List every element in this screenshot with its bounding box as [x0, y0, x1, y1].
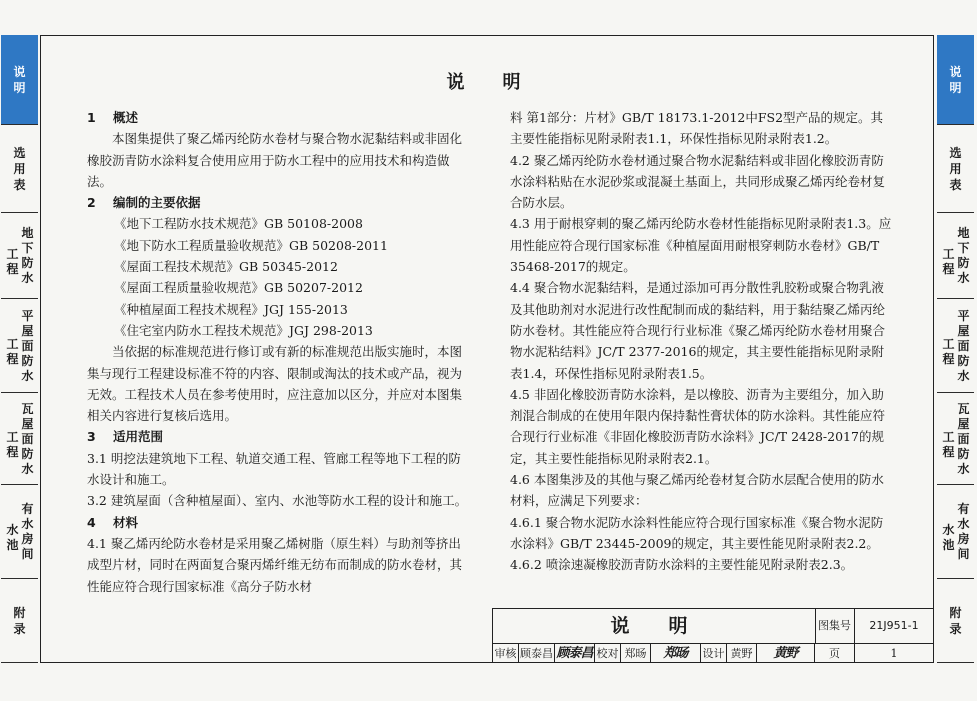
tab-label: 工 程 [942, 247, 955, 276]
tab-label: 平 屋 面 防 水 [957, 309, 970, 383]
tab-tile-roof-waterproofing[interactable] [937, 393, 974, 485]
checker-signature: 郑旸 [651, 644, 701, 663]
tab-label: 选 用 表 [13, 146, 26, 192]
tab-label: 说 明 [13, 65, 26, 95]
paragraph: 4.6 本图集涉及的其他与聚乙烯丙纶卷材复合防水层配合使用的防水材料，应满足下列要求： [510, 472, 884, 509]
check-label: 校对 [595, 644, 621, 663]
paragraph: 4.6.1 聚合物水泥防水涂料性能应符合现行国家标准《聚合物水泥防水涂料》GB/T 23445-2009的规定，其主要性能见附录附表2.2。 [510, 514, 884, 551]
title-block-title: 说 明 [493, 609, 816, 643]
tab-label: 工 程 [6, 337, 19, 366]
page-label: 页 [815, 644, 855, 663]
title-block-header-row [493, 609, 933, 644]
design-label: 设计 [701, 644, 727, 663]
tab-label: 工 程 [942, 430, 955, 459]
paragraph: 料 第1部分：片材》GB/T 18173.1-2012中FS2型产品的规定。其主要性能指标见附录附表1.1，环保性指标见附录附表1.2。 [510, 110, 884, 147]
paragraph: 4.1 聚乙烯丙纶防水卷材是采用聚乙烯树脂（原生料）与助剂等挤出成型片材，同时在两面复合聚丙烯纤维无纺布而制成的防水卷材，其性能应符合现行国家标准《高分子防水材 [87, 535, 463, 594]
tab-label: 水 池 [6, 523, 19, 552]
designer-name: 黄野 [727, 644, 757, 663]
tab-label: 瓦 屋 面 防 水 [957, 402, 970, 476]
paragraph: 本图集提供了聚乙烯丙纶防水卷材与聚合物水泥黏结料或非固化橡胶沥青防水涂料复合使用应用于防水工程中的应用技术和构造做法。 [87, 131, 463, 189]
tab-wet-room-pool[interactable] [937, 485, 974, 579]
tab-label: 工 程 [6, 247, 19, 276]
tab-underground-waterproofing[interactable] [937, 213, 974, 299]
tab-flat-roof-waterproofing[interactable] [937, 299, 974, 393]
tab-label: 说 明 [949, 65, 962, 95]
tab-wet-room-pool[interactable] [1, 485, 38, 579]
paragraph: 4.4 聚合物水泥黏结料，是通过添加可再分散性乳胶粉或聚合物乳液及其他助剂对水泥进行改性配制而成的黏结料，用于黏结聚乙烯丙纶防水卷材。其性能应符合现行行业标准《聚乙烯丙纶防水卷材用聚合物水泥粘结料》JC/T 2377-2016的规定，其主要性能指标见附录附表1.4，环保性指标见附录附表1.5。 [510, 280, 886, 381]
section-heading: 1 概述 [87, 110, 139, 125]
tab-label: 瓦 屋 面 防 水 [21, 402, 34, 476]
paragraph: 当依据的标准规范进行修订或有新的标准规范出版实施时，本图集与现行工程建设标准不符的内容、限制或淘汰的技术或产品，视为无效。工程技术人员在参考使用时，应注意加以区分，并应对本图集相关内容进行复核后选用。 [87, 344, 463, 424]
section-heading: 3 适用范围 [87, 429, 164, 445]
paragraph: 4.3 用于耐根穿刺的聚乙烯丙纶防水卷材性能指标见附录附表1.3。应用性能应符合现行国家标准《种植屋面用耐根穿刺防水卷材》GB/T 35468-2017的规定。 [510, 216, 892, 275]
designer-signature: 黄野 [757, 644, 815, 663]
tab-appendix[interactable] [937, 579, 974, 663]
right-text-column [510, 107, 892, 576]
checker-name: 郑旸 [621, 644, 651, 663]
atlas-number-label: 图集号 [815, 609, 855, 643]
tab-label: 附 录 [949, 606, 962, 636]
tab-tile-roof-waterproofing[interactable] [1, 393, 38, 485]
tab-label: 附 录 [13, 606, 26, 636]
right-section-tabs [937, 35, 974, 663]
tab-label: 工 程 [6, 430, 19, 459]
tab-label: 选 用 表 [949, 146, 962, 192]
tab-label: 工 程 [942, 337, 955, 366]
tab-flat-roof-waterproofing[interactable] [1, 299, 38, 393]
section-heading: 2 编制的主要依据 [87, 195, 201, 211]
paragraph: 4.6.2 喷涂速凝橡胶沥青防水涂料的主要性能见附录附表2.3。 [510, 557, 854, 573]
tab-label: 地 下 防 水 [21, 226, 34, 285]
reviewer-signature: 顾泰昌 [555, 644, 595, 663]
paragraph: 3.2 建筑屋面（含种植屋面）、室内、水池等防水工程的设计和施工。 [87, 493, 468, 509]
tab-label: 水 池 [942, 523, 955, 552]
section-heading: 4 材料 [87, 514, 139, 530]
tab-label: 有 水 房 间 [957, 502, 970, 561]
reference-standard: 《地下防水工程质量验收规范》GB 50208-2011 [114, 237, 388, 253]
reference-standard: 《住宅室内防水工程技术规范》JGJ 298-2013 [114, 322, 373, 338]
page-title: 说 明 [446, 72, 531, 93]
reference-standard: 《地下工程防水技术规范》GB 50108-2008 [114, 216, 363, 232]
title-block-signature-row [493, 644, 933, 663]
paragraph: 3.1 明挖法建筑地下工程、轨道交通工程、管廊工程等地下工程的防水设计和施工。 [87, 450, 461, 488]
tab-label: 平 屋 面 防 水 [21, 309, 34, 383]
reviewer-name: 顾泰昌 [519, 644, 555, 663]
tab-label: 地 下 防 水 [957, 226, 970, 285]
atlas-number: 21J951-1 [869, 619, 919, 632]
title-block [492, 608, 934, 663]
tab-selection-table[interactable] [1, 125, 38, 213]
reference-standard: 《屋面工程技术规范》GB 50345-2012 [114, 259, 338, 275]
tab-label: 有 水 房 间 [21, 502, 34, 561]
review-label: 审核 [493, 644, 519, 663]
paragraph: 4.5 非固化橡胶沥青防水涂料，是以橡胶、沥青为主要组分，加入助剂混合制成的在使用年限内保持黏性膏状体的防水涂料。其性能应符合现行行业标准《非固化橡胶沥青防水涂料》JC/T 2428-2017的规定，其主要性能指标见附录附表2.1。 [510, 386, 886, 466]
tab-underground-waterproofing[interactable] [1, 213, 38, 299]
paragraph: 4.2 聚乙烯丙纶防水卷材通过聚合物水泥黏结料或非固化橡胶沥青防水涂料粘贴在水泥砂浆或混凝土基面上，共同形成聚乙烯丙纶卷材复合防水层。 [510, 152, 886, 211]
left-text-column [87, 107, 469, 597]
tab-selection-table[interactable] [937, 125, 974, 213]
reference-standard: 《种植屋面工程技术规程》JGJ 155-2013 [114, 301, 348, 317]
left-section-tabs [1, 35, 38, 663]
page-number: 1 [890, 647, 898, 660]
reference-standard: 《屋面工程质量验收规范》GB 50207-2012 [114, 280, 363, 296]
tab-appendix[interactable] [1, 579, 38, 663]
